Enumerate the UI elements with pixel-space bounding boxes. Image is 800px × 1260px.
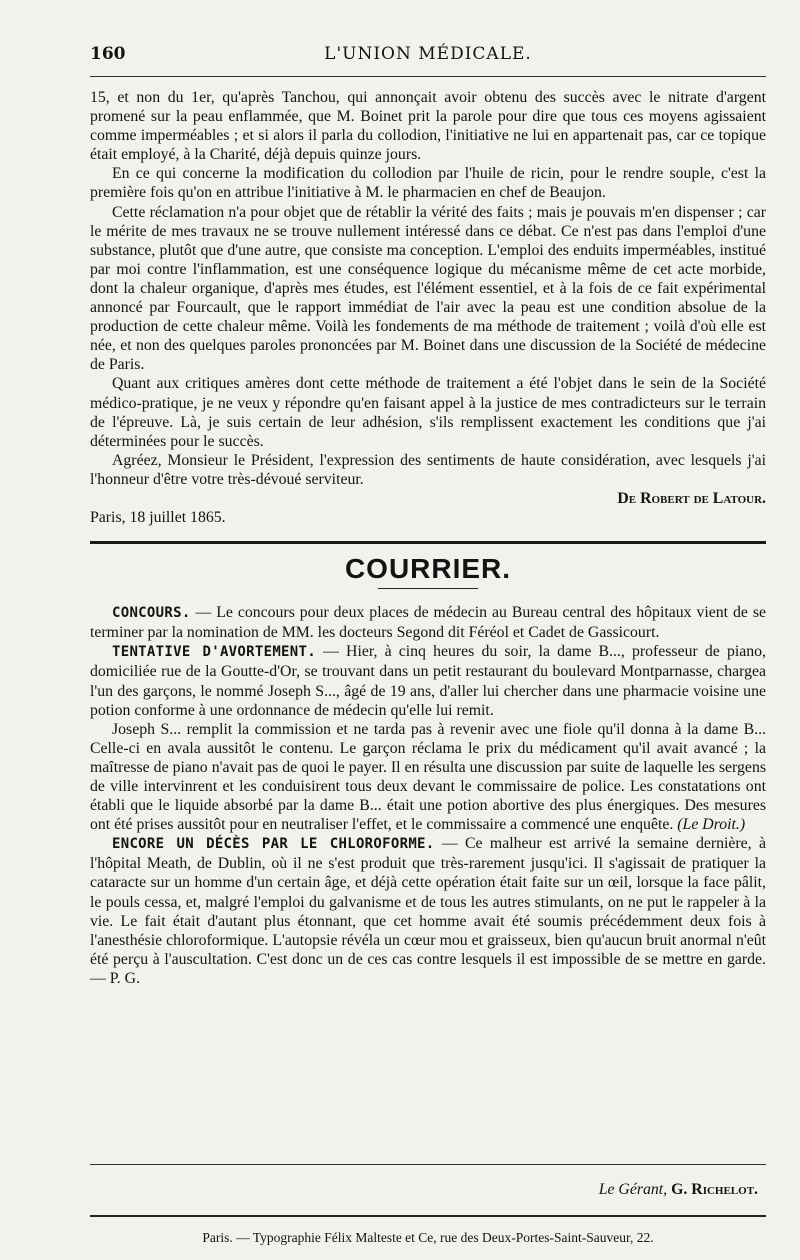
letter-paragraph: Agréez, Monsieur le Président, l'expression des sentiments de haute considération, avec lesquels j'ai l'honneur d'être votre très-dévoué serviteur.	[90, 451, 766, 488]
gerant-line: Le Gérant, G. Richelot.	[598, 1180, 758, 1198]
running-title: L'UNION MÉDICALE.	[324, 44, 532, 64]
rubric-avortement: TENTATIVE D'AVORTEMENT.	[112, 644, 316, 661]
header-rule	[90, 76, 766, 77]
news-item-avortement-cont: Joseph S... remplit la commission et ne tarda pas à revenir avec une fiole qu'il donna à la dame B... Celle-ci en avala aussitôt le contenu. Le garçon réclama le prix du médicament qu'il avait avancé ; la maîtresse de piano n'avait pas de quoi le payer. Il en résulta une discussion par suite de laquelle les sergens de ville intervinrent et les conduisirent tous deux devant le commissaire de police. Les constatations ont établi que le liquide absorbé par la dame B... était une potion abortive des plus énergiques. Des mesures ont été prises aussitôt pour en neutraliser l'effet, et le commissaire a commencé une enquête. (Le Droit.)	[90, 720, 766, 834]
section-divider	[90, 541, 766, 544]
news-item-concours: CONCOURS. — Le concours pour deux places de médecin au Bureau central des hôpitaux vient de se terminer par la nomination de MM. les docteurs Segond dit Féréol et Cadet de Gassicourt.	[90, 604, 766, 642]
letter-signature: De Robert de Latour.	[617, 489, 766, 507]
letter-paragraph: 15, et non du 1er, qu'après Tanchou, qui annonçait avoir obtenu des succès avec le nitrate d'argent promené sur la peau enflammée, que M. Boinet prit la parole pour dire que tous ces moyens agissaient comme imperméables ; et si alors il parla du collodion, l'initiative ne lui en appartenait pas, car ce topique était employé, à la Charité, déjà depuis quinze jours.	[90, 89, 766, 164]
letter-paragraph: Quant aux critiques amères dont cette méthode de traitement a été l'objet dans le sein de la Société médico-pratique, je ne veux y répondre qu'en faisant appel à la justice de mes contradicteurs sur le terrain de l'épreuve. Là, je suis certain de leur adhésion, s'ils remplissent exactement les conditions que j'ai déterminées pour le succès.	[90, 375, 766, 450]
news-item-avortement: TENTATIVE D'AVORTEMENT. — Hier, à cinq heures du soir, la dame B..., professeur de piano, domiciliée rue de la Goutte-d'Or, se trouvant dans un petit restaurant du boulevard Montparnasse, chargea l'un des garçons, le nommé Joseph S..., âgé de 19 ans, d'aller lui chercher dans une pharmacie voisine une potion conforme à une ordonnance de médecin qu'elle lui remit.	[90, 643, 766, 719]
page-header	[90, 44, 766, 74]
article-body	[90, 88, 766, 988]
page-number: 160	[90, 44, 126, 64]
footer-rule	[90, 1215, 766, 1217]
news-item-chloroforme: ENCORE UN DÉCÈS PAR LE CHLOROFORME. — Ce malheur est arrivé la semaine dernière, à l'hôpital Meath, de Dublin, où il ne s'est produit que très-rarement jusqu'ici. Il s'agissait de pratiquer la cataracte sur un homme d'un certain âge, et déjà cette opération était faite sur un œil, lorsque la face pâlit, le pouls cessa, et, malgré l'emploi du galvanisme et de tous les autres stimulants, on ne put le rappeler à la vie. Le fait était d'autant plus étonnant, que cet homme avait été soumis précédemment deux fois à l'anesthésie chloroformique. L'autopsie révéla un cœur mou et graisseux, bien qu'aucun bruit anormal n'eût été perçu à l'auscultation. C'est donc un de ces cas contre lesquels il est impossible de se mettre en garde. — P. G.	[90, 835, 766, 987]
source-citation: (Le Droit.)	[673, 816, 746, 834]
letter-date: Paris, 18 juillet 1865.	[90, 509, 226, 527]
colophon	[90, 1152, 766, 1260]
title-underline	[378, 588, 478, 589]
colophon-rule	[90, 1164, 766, 1165]
rubric-concours: CONCOURS.	[112, 605, 191, 622]
letter-paragraph: Cette réclamation n'a pour objet que de rétablir la vérité des faits ; mais je pouvais m'en dispenser ; car le mérite de mes travaux ne se trouve nullement intéressé dans ce débat. Ce n'est pas dans l'emploi d'une substance, plutôt que d'une autre, que consiste ma conception. L'emploi des enduits imperméables, institué par moi contre l'inflammation, est une conséquence logique du mécanisme même de cet acte morbide, dont la chaleur organique, d'après mes études, est l'élément essentiel, et à la fois de ce fait expérimental annoncé par Fourcault, que le rapport immédiat de l'air avec la peau est une condition absolue de la production de cette chaleur même. Voilà les fondements de ma méthode de traitement ; voilà d'où elle est née, et non des quelques paroles prononcées par M. Boinet dans une discussion de la Société de médecine de Paris.	[90, 203, 766, 374]
letter-paragraph: En ce qui concerne la modification du collodion par l'huile de ricin, pour le rendre souple, c'est la première fois qu'on en attribue l'initiative à M. le pharmacien en chef de Beaujon.	[90, 165, 766, 202]
section-title: COURRIER.	[344, 553, 512, 585]
printer-line: Paris. — Typographie Félix Malteste et Ce, rue des Deux-Portes-Saint-Sauveur, 22.	[202, 1230, 654, 1246]
rubric-chloroforme: ENCORE UN DÉCÈS PAR LE CHLOROFORME.	[112, 836, 435, 853]
